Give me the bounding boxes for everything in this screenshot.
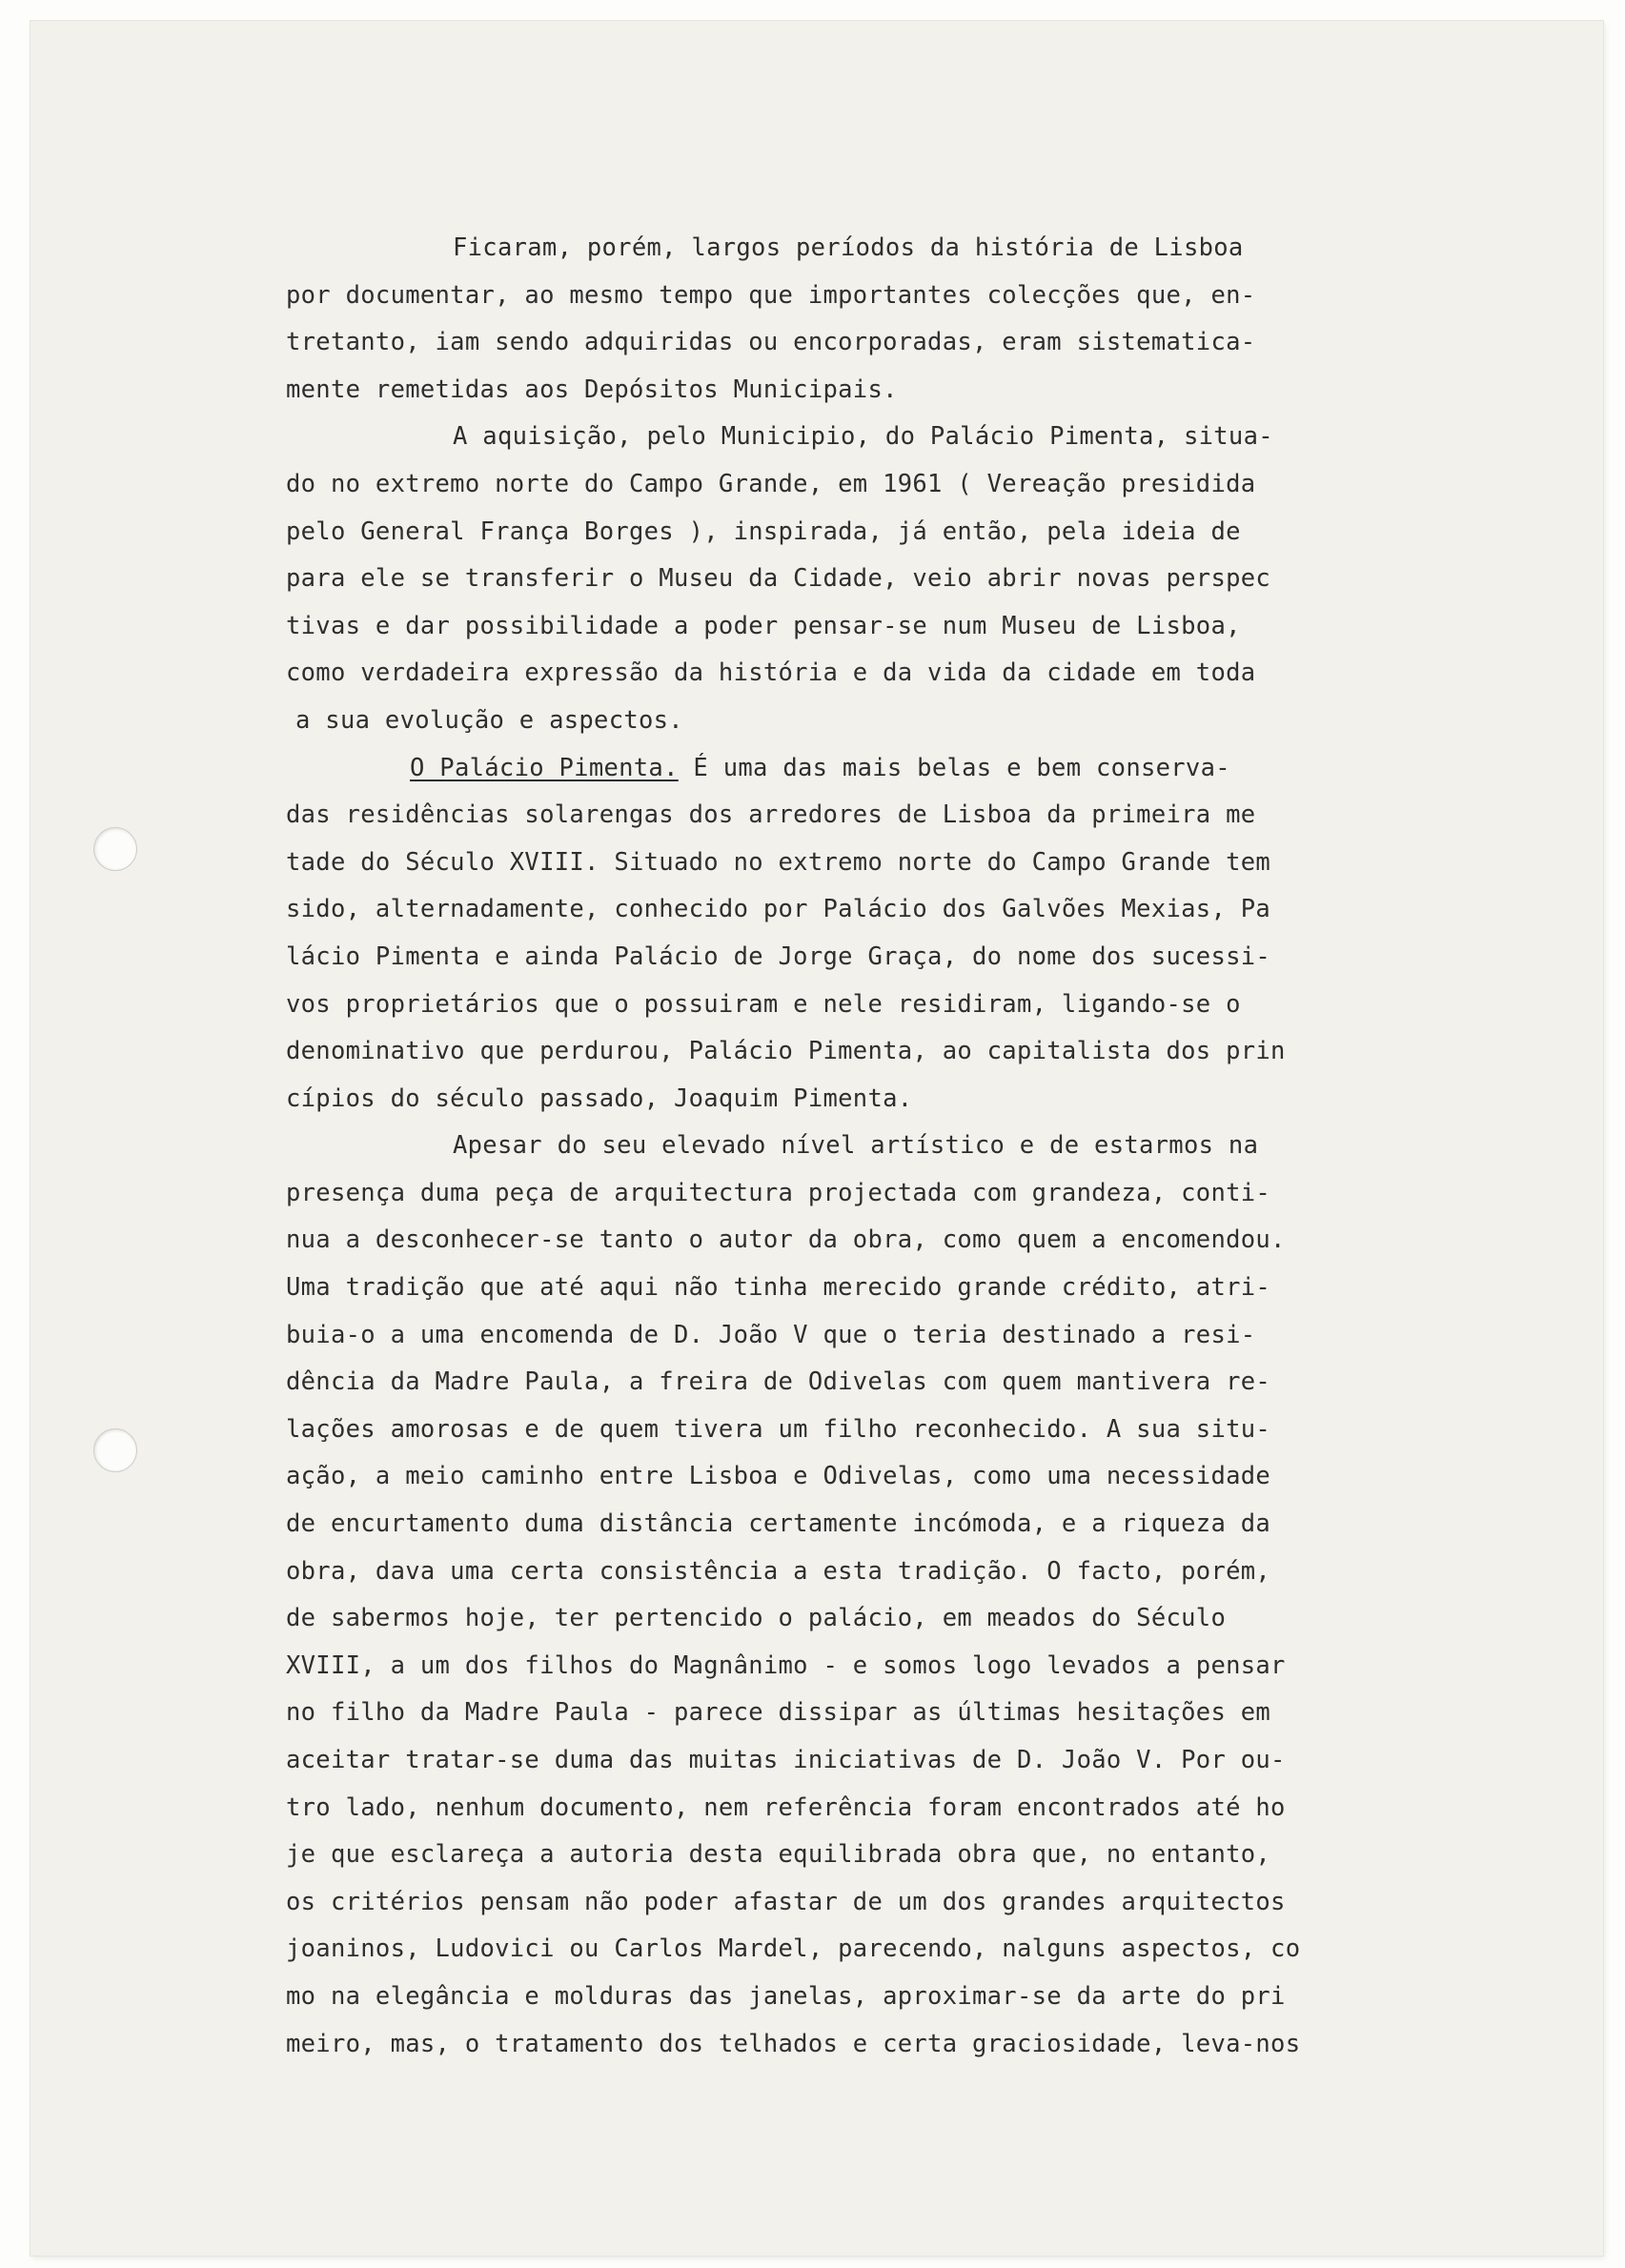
line-text: lações amorosas e de quem tivera um filho reconhecido. A sua situ- xyxy=(286,1414,1271,1444)
text-line xyxy=(286,509,1430,557)
line-text: A aquisição, pelo Municipio, do Palácio Pimenta, situa- xyxy=(453,422,1273,452)
text-line xyxy=(286,1453,1430,1501)
line-text: Apesar do seu elevado nível artístico e de estarmos na xyxy=(453,1131,1259,1161)
line-text: por documentar, ao mesmo tempo que importantes colecções que, en- xyxy=(286,280,1256,310)
line-text: para ele se transferir o Museu da Cidade, veio abrir novas perspec xyxy=(286,564,1271,594)
line-text: lácio Pimenta e ainda Palácio de Jorge Graça, do nome dos sucessi- xyxy=(286,942,1271,971)
text-line xyxy=(286,1832,1430,1879)
line-text: ação, a meio caminho entre Lisboa e Odivelas, como uma necessidade xyxy=(286,1462,1271,1491)
text-line xyxy=(286,1170,1430,1218)
text-line xyxy=(286,1359,1430,1407)
text-line xyxy=(286,319,1430,367)
text-line xyxy=(286,934,1430,982)
line-text: de sabermos hoje, ter pertencido o palácio, em meados do Século xyxy=(286,1604,1227,1633)
text-line xyxy=(286,1690,1430,1737)
text-line xyxy=(286,461,1430,509)
line-text: no filho da Madre Paula - parece dissipar as últimas hesitações em xyxy=(286,1698,1271,1728)
line-text: a sua evolução e aspectos. xyxy=(295,705,683,735)
line-text: das residências solarengas dos arredores de Lisboa da primeira me xyxy=(286,800,1256,830)
text-line xyxy=(286,1028,1430,1076)
text-line xyxy=(286,225,1430,273)
text-line xyxy=(286,1265,1430,1312)
text-line xyxy=(286,745,1430,793)
text-line xyxy=(286,1785,1430,1833)
text-line xyxy=(286,1501,1430,1549)
text-line xyxy=(286,414,1430,461)
line-text: mo na elegância e molduras das janelas, aproximar-se da arte do pri xyxy=(286,1981,1286,2011)
line-text: de encurtamento duma distância certamente incómoda, e a riqueza da xyxy=(286,1509,1271,1539)
text-line xyxy=(286,982,1430,1029)
line-text: tretanto, iam sendo adquiridas ou encorporadas, eram sistematica- xyxy=(286,328,1256,357)
text-line xyxy=(286,1737,1430,1785)
text-line xyxy=(286,792,1430,840)
line-text: cípios do século passado, Joaquim Pimenta. xyxy=(286,1083,913,1113)
text-line xyxy=(286,556,1430,603)
line-text: denominativo que perdurou, Palácio Pimenta, ao capitalista dos prin xyxy=(286,1037,1286,1066)
line-text: do no extremo norte do Campo Grande, em 1961 ( Vereação presidida xyxy=(286,469,1256,498)
line-text: aceitar tratar-se duma das muitas iniciativas de D. João V. Por ou- xyxy=(286,1746,1286,1774)
text-line xyxy=(286,273,1430,320)
line-text: pelo General França Borges ), inspirada, já então, pela ideia de xyxy=(286,516,1241,546)
text-line xyxy=(286,840,1430,887)
text-line xyxy=(286,1879,1430,1927)
text-line xyxy=(286,1926,1430,1974)
typewritten-text-body xyxy=(286,225,1430,2068)
line-text: sido, alternadamente, conhecido por Palácio dos Galvões Mexias, Pa xyxy=(286,895,1271,924)
text-line xyxy=(286,1549,1430,1596)
text-line xyxy=(286,698,1430,745)
line-text: tro lado, nenhum documento, nem referência foram encontrados até ho xyxy=(286,1792,1286,1822)
line-text: obra, dava uma certa consistência a esta tradição. O facto, porém, xyxy=(286,1556,1271,1586)
text-line xyxy=(286,1312,1430,1360)
line-text: tade do Século XVIII. Situado no extremo norte do Campo Grande tem xyxy=(286,847,1271,877)
line-text: mente remetidas aos Depósitos Municipais. xyxy=(286,375,898,404)
line-text: nua a desconhecer-se tanto o autor da obra, como quem a encomendou. xyxy=(286,1225,1286,1255)
line-text: presença duma peça de arquitectura projectada com grandeza, conti- xyxy=(286,1178,1271,1207)
text-line xyxy=(286,1076,1430,1124)
line-text: je que esclareça a autoria desta equilibrada obra que, no entanto, xyxy=(286,1840,1271,1870)
line-text: tivas e dar possibilidade a poder pensar-se num Museu de Lisboa, xyxy=(286,611,1241,640)
text-line xyxy=(286,1595,1430,1643)
line-text: vos proprietários que o possuiram e nele residiram, ligando-se o xyxy=(286,989,1241,1019)
line-text: dência da Madre Paula, a freira de Odivelas com quem mantivera re- xyxy=(286,1367,1271,1397)
text-line xyxy=(286,1974,1430,2021)
line-text: os critérios pensam não poder afastar de um dos grandes arquitectos xyxy=(286,1887,1286,1916)
line-text: É uma das mais belas e bem conserva- xyxy=(678,753,1230,782)
text-line xyxy=(286,886,1430,934)
punch-hole-lower xyxy=(93,1428,137,1472)
line-text: buia-o a uma encomenda de D. João V que o teria destinado a resi- xyxy=(286,1320,1256,1349)
text-line xyxy=(286,2021,1430,2069)
text-line xyxy=(286,1123,1430,1170)
line-text: meiro, mas, o tratamento dos telhados e certa graciosidade, leva-nos xyxy=(286,2029,1301,2058)
line-text: Uma tradição que até aqui não tinha merecido grande crédito, atri- xyxy=(286,1273,1271,1303)
text-line xyxy=(286,1407,1430,1454)
line-text: joaninos, Ludovici ou Carlos Mardel, parecendo, nalguns aspectos, co xyxy=(286,1934,1301,1964)
text-line xyxy=(286,367,1430,415)
text-line xyxy=(286,603,1430,651)
punch-hole-upper xyxy=(93,827,137,871)
line-text: Ficaram, porém, largos períodos da história de Lisboa xyxy=(453,233,1244,262)
underlined-heading: O Palácio Pimenta. xyxy=(410,753,679,782)
line-text: como verdadeira expressão da história e da vida da cidade em toda xyxy=(286,658,1256,688)
text-line xyxy=(286,1217,1430,1265)
text-line xyxy=(286,650,1430,698)
line-text: XVIII, a um dos filhos do Magnânimo - e somos logo levados a pensar xyxy=(286,1650,1286,1680)
text-line xyxy=(286,1643,1430,1691)
